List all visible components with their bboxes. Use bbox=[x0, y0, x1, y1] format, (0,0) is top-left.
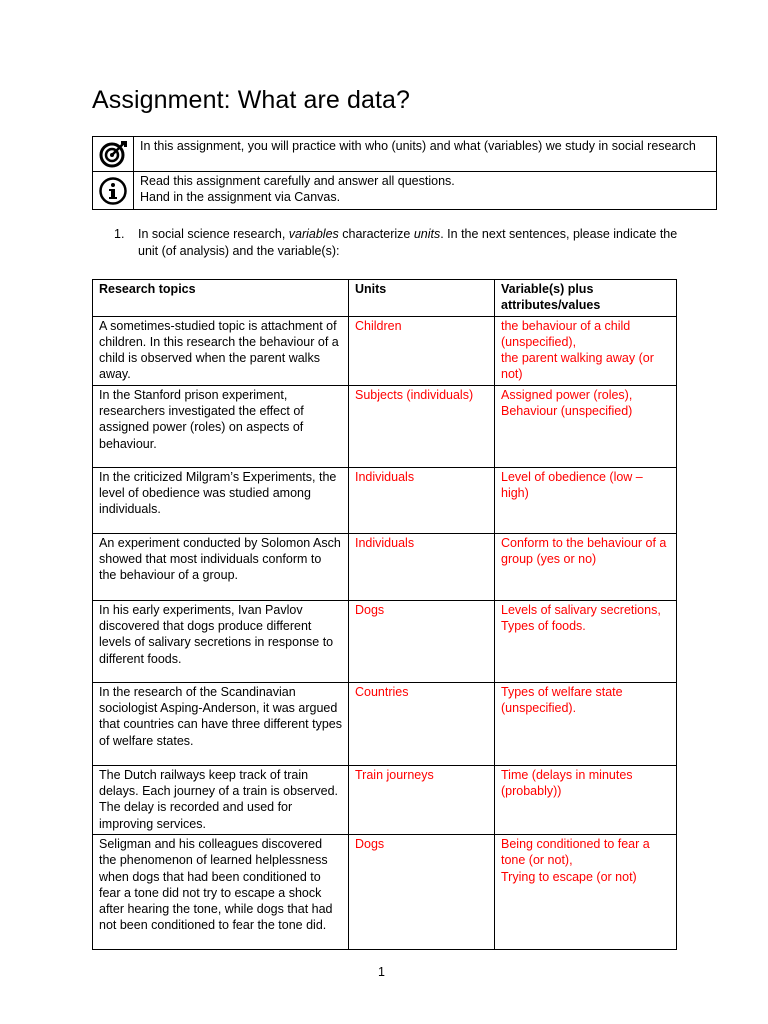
question-1 bbox=[114, 226, 684, 259]
variables-cell bbox=[495, 834, 677, 949]
variable-line: Assigned power (roles), bbox=[501, 387, 633, 402]
goal-text: In this assignment, you will practice with who (units) and what (variables) we study in social research bbox=[134, 137, 717, 172]
header-variables: Variable(s) plus attributes/values bbox=[495, 280, 677, 317]
variables-cell bbox=[495, 533, 677, 600]
variable-line: the parent walking away (or not) bbox=[501, 351, 654, 382]
unit-cell: Dogs bbox=[349, 834, 495, 949]
variable-line: Being conditioned to fear a tone (or not), bbox=[501, 836, 650, 868]
target-icon bbox=[97, 140, 129, 168]
unit-cell: Dogs bbox=[349, 600, 495, 682]
variables-cell bbox=[495, 682, 677, 765]
variable-line: Behaviour (unspecified) bbox=[501, 404, 633, 419]
variables-cell bbox=[495, 385, 677, 467]
question-number: 1. bbox=[114, 227, 125, 241]
variable-line: Types of welfare state (unspecified). bbox=[501, 684, 623, 716]
info-icon-cell bbox=[93, 172, 134, 210]
variables-cell bbox=[495, 316, 677, 385]
topic-cell: Seligman and his colleagues discovered the phenomenon of learned helplessness when dogs that had been conditioned to fear a tone did not try to escape a shock after hearing the tone, while dogs that had not been conditioned to fear the tone did. bbox=[93, 834, 349, 949]
table-row bbox=[93, 385, 677, 467]
variable-line: Conform to the behaviour of a group (yes or no) bbox=[501, 535, 667, 567]
header-research-topics: Research topics bbox=[93, 280, 349, 317]
variable-line: Time (delays in minutes (probably)) bbox=[501, 767, 633, 799]
topic-cell: In his early experiments, Ivan Pavlov discovered that dogs produce different levels of salivary secretions in response to different foods. bbox=[93, 600, 349, 682]
unit-cell: Train journeys bbox=[349, 765, 495, 834]
info-box bbox=[92, 136, 717, 210]
question-emphasis-variables: variables bbox=[288, 227, 339, 241]
instructions-row bbox=[93, 172, 717, 210]
unit-cell: Subjects (individuals) bbox=[349, 385, 495, 467]
variable-line: Trying to escape (or not) bbox=[501, 869, 637, 884]
table-row bbox=[93, 834, 677, 949]
info-icon bbox=[98, 176, 128, 206]
table-header-row bbox=[93, 280, 677, 317]
variables-cell bbox=[495, 765, 677, 834]
instruction-line: Read this assignment carefully and answer all questions. bbox=[140, 174, 455, 188]
goal-icon-cell bbox=[93, 137, 134, 172]
table-row bbox=[93, 316, 677, 385]
variable-line: Levels of salivary secretions, bbox=[501, 602, 661, 617]
topic-cell: In the research of the Scandinavian sociologist Asping-Anderson, it was argued that countries can have three different types of welfare states. bbox=[93, 682, 349, 765]
unit-cell: Individuals bbox=[349, 467, 495, 533]
question-text-part: characterize bbox=[338, 227, 414, 241]
page-number: 1 bbox=[378, 965, 385, 979]
topic-cell: In the criticized Milgram’s Experiments, the level of obedience was studied among individuals. bbox=[93, 467, 349, 533]
table-row bbox=[93, 682, 677, 765]
variables-cell bbox=[495, 600, 677, 682]
variable-line: Types of foods. bbox=[501, 619, 586, 634]
topic-cell: In the Stanford prison experiment, researchers investigated the effect of assigned power (roles) on aspects of behaviour. bbox=[93, 385, 349, 467]
unit-cell: Countries bbox=[349, 682, 495, 765]
question-emphasis-units: units bbox=[413, 227, 441, 241]
research-table bbox=[92, 279, 677, 950]
topic-cell: An experiment conducted by Solomon Asch showed that most individuals conform to the behaviour of a group. bbox=[93, 533, 349, 600]
header-units: Units bbox=[349, 280, 495, 317]
instructions-text bbox=[134, 172, 717, 210]
variable-line: Level of obedience (low – high) bbox=[501, 469, 643, 501]
table-row bbox=[93, 467, 677, 533]
instruction-line: Hand in the assignment via Canvas. bbox=[140, 190, 341, 204]
unit-cell: Individuals bbox=[349, 533, 495, 600]
question-text bbox=[138, 226, 684, 259]
goal-row bbox=[93, 137, 717, 172]
question-text-part: . In the next sentences, please indicate the unit (of analysis) and the variable(s): bbox=[138, 227, 678, 258]
question-text-part: In social science research, bbox=[138, 227, 289, 241]
variables-cell bbox=[495, 467, 677, 533]
table-row bbox=[93, 765, 677, 834]
topic-cell: The Dutch railways keep track of train delays. Each journey of a train is observed. The delay is recorded and used for improving services. bbox=[93, 765, 349, 834]
variable-line: the behaviour of a child (unspecified), bbox=[501, 318, 631, 349]
unit-cell: Children bbox=[349, 316, 495, 385]
page-title: Assignment: What are data? bbox=[92, 86, 411, 114]
topic-cell: A sometimes-studied topic is attachment of children. In this research the behaviour of a child is observed when the parent walks away. bbox=[93, 316, 349, 385]
table-row bbox=[93, 600, 677, 682]
table-row bbox=[93, 533, 677, 600]
